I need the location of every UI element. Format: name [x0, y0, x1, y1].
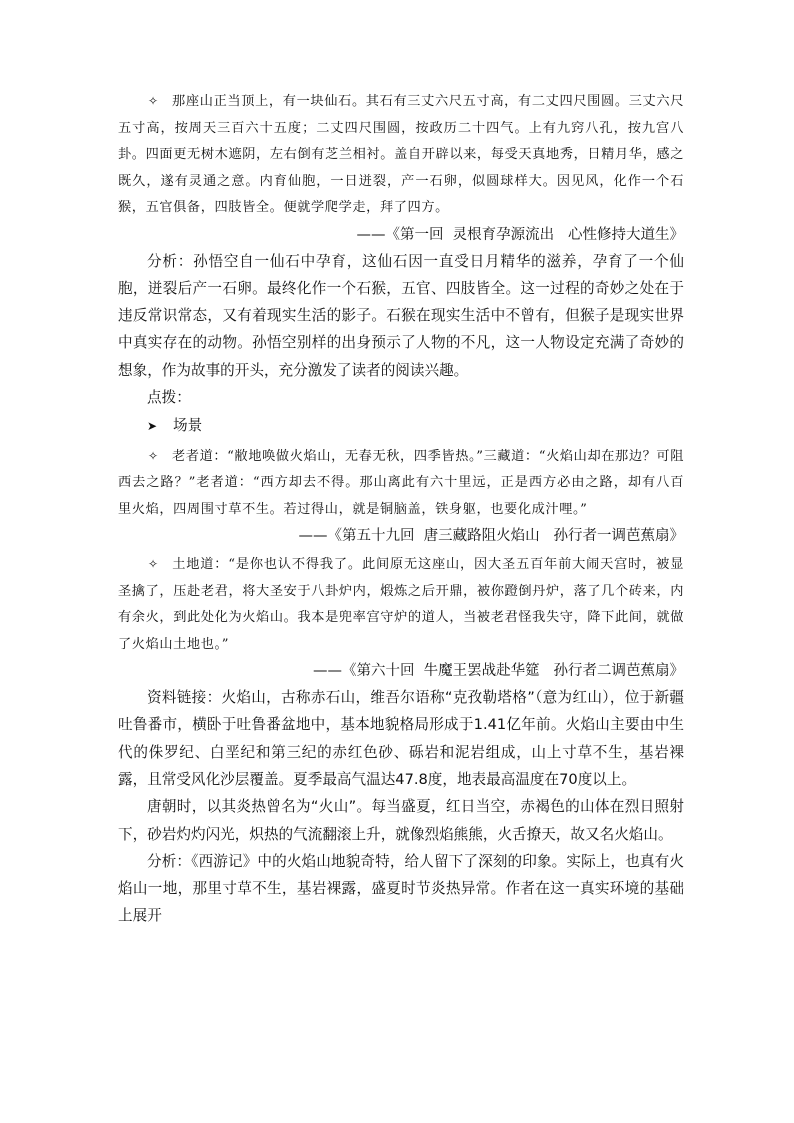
quote-block-earth-god — [118, 551, 684, 658]
chapter-source: ——《第五十九回 唐三藏路阻火焰山 孙行者一调芭蕉扇》 — [298, 528, 684, 545]
reference-link-paragraph: 资料链接：火焰山，古称赤石山，维吾尔语称“克孜勒塔格”（意为红山），位于新疆吐鲁番市，横卧于吐鲁番盆地中，基本地貌格局形成于1.41亿年前。火焰山主要由中生代的侏罗纪、白垩纪和第三纪的赤红色砂、砾岩和泥岩组成，山上寸草不生，基岩裸露，且常受风化沙层覆盖。夏季最高气温达47.8度，地表最高温度在70度以上。 — [118, 689, 684, 788]
diamond-bullet-icon: ✧ — [148, 448, 159, 463]
quote-block-stone-monkey — [118, 88, 684, 222]
diamond-bullet-icon: ✧ — [148, 94, 159, 108]
analysis-paragraph: 分析：孙悟空自一仙石中孕育，这仙石因一直受日月精华的滋养，孕育了一个仙胞，迸裂后产一石卵。最终化作一个石猴，五官、四肢皆全。这一过程的奇妙之处在于违反常识常态，又有着现实生活的影子。石猴在现实生活中不曾有，但猴子是现实世界中真实存在的动物。孙悟空别样的出身预示了人物的不凡，这一人物设定充满了奇妙的想象，作为故事的开头，充分激发了读者的阅读兴趣。 — [118, 252, 684, 379]
document-page — [118, 88, 684, 930]
heading-text: 场景 — [173, 417, 203, 435]
tang-dynasty-paragraph: 唐朝时，以其炎热曾名为“火山”。每当盛夏，红日当空，赤褐色的山体在烈日照射下，砂岩灼灼闪光，炽热的气流翻滚上升，就像烈焰熊熊，火舌撩天，故又名火焰山。 — [118, 798, 684, 843]
section-heading-scene — [118, 412, 684, 440]
chapter-source: ——《第一回 灵根育孕源流出 心性修持大道生》 — [356, 226, 684, 243]
chapter-source: ——《第六十回 牛魔王罢战赴华筵 孙行者二调芭蕉扇》 — [312, 663, 684, 680]
analysis-paragraph: 分析：《西游记》中的火焰山地貌奇特，给人留下了深刻的印象。实际上，也真有火焰山一地，那里寸草不生，基岩裸露，盛夏时节炎热异常。作者在这一真实环境的基础上展开 — [118, 852, 684, 925]
quote-block-old-man — [118, 443, 684, 524]
quote-text: 老者道：“敝地唤做火焰山，无春无秋，四季皆热。”三藏道：“火焰山却在那边？可阻西去之路？”老者道：“西方却去不得。那山离此有六十里远，正是西方必由之路，却有八百里火焰，四周围寸草不生。若过得山，就是铜脑盖，铁身躯，也要化成汁哩。” — [118, 448, 684, 517]
arrow-bullet-icon: ➤ — [147, 419, 158, 434]
quote-text: 那座山正当顶上，有一块仙石。其石有三丈六尺五寸高，有二丈四尺围圆。三丈六尺五寸高，按周天三百六十五度；二丈四尺围圆，按政历二十四气。上有九窍八孔，按九宫八卦。四面更无树木遮阴，左右倒有芝兰相衬。盖自开辟以来，每受天真地秀，日精月华，感之既久，遂有灵通之意。内育仙胞，一日迸裂，产一石卵，似圆球样大。因见风，化作一个石猴，五官俱备，四肢皆全。便就学爬学走，拜了四方。 — [118, 94, 684, 215]
pointer-label: 点拨： — [147, 388, 191, 406]
quote-text: 土地道：“是你也认不得我了。此间原无这座山，因大圣五百年前大闹天宫时，被显圣擒了，压赴老君，将大圣安于八卦炉内，煅炼之后开鼎，被你蹬倒丹炉，落了几个砖来，内有余火，到此处化为火焰山。我本是兜率宫守炉的道人，当被老君怪我失守，降下此间，就做了火焰山土地也。” — [118, 557, 684, 652]
diamond-bullet-icon: ✧ — [148, 557, 159, 572]
